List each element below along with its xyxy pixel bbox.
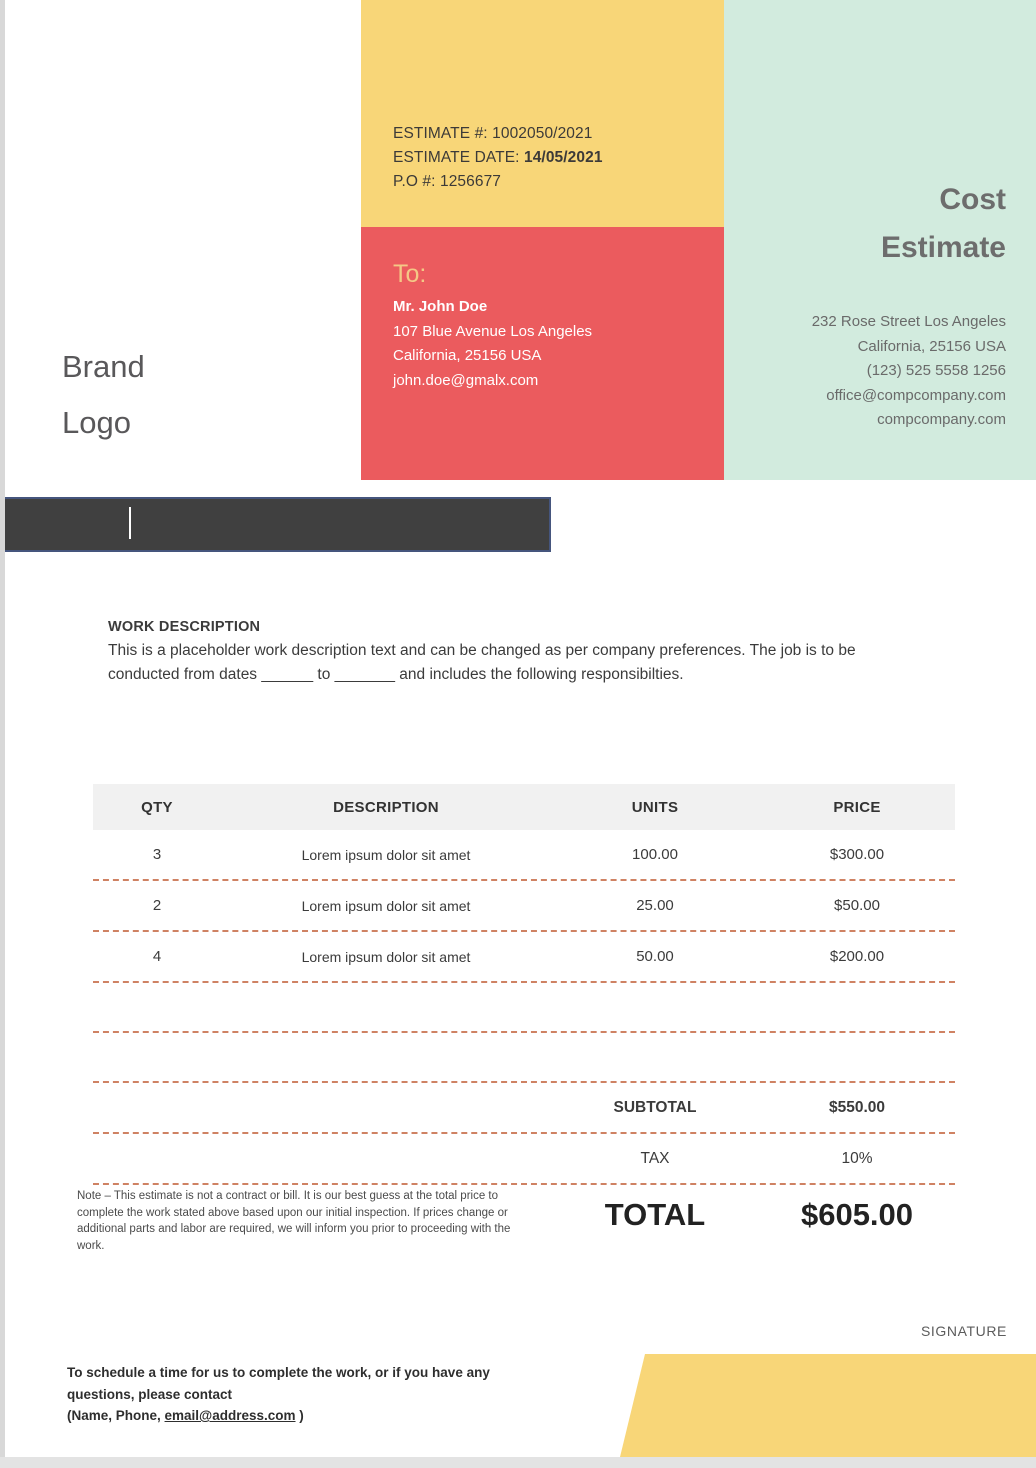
footer-contact-suffix: )	[295, 1408, 304, 1423]
po-number-label: P.O #:	[393, 173, 436, 190]
total-label: TOTAL	[604, 1197, 706, 1232]
estimate-number-value: 1002050/2021	[492, 125, 593, 142]
estimate-date-value: 14/05/2021	[523, 149, 603, 166]
cell-qty: 3	[152, 846, 162, 863]
work-description-body	[108, 639, 938, 687]
table-row[interactable]	[93, 932, 955, 983]
column-header-description: DESCRIPTION	[333, 798, 439, 816]
company-address-line1: 232 Rose Street Los Angeles	[811, 313, 1006, 330]
tax-value: 10%	[841, 1149, 873, 1167]
bill-to-details	[393, 295, 713, 393]
subtotal-label: SUBTOTAL	[613, 1098, 697, 1116]
po-number-value: 1256677	[439, 173, 502, 190]
company-website: compcompany.com	[877, 411, 1006, 428]
table-row-empty[interactable]	[93, 1033, 955, 1083]
estimate-note: Note – This estimate is not a contract or bill. It is our best guess at the total price to complete the work stated above based upon our initial inspection. If prices change or additional parts and labor are required, we will inform you prior to proceeding with the work.	[77, 1190, 511, 1252]
brand-logo-line1: Brand	[62, 349, 145, 384]
footer-email-link[interactable]: email@address.com	[164, 1408, 296, 1423]
company-phone: (123) 525 5558 1256	[866, 362, 1006, 379]
work-description-line2: conducted from dates ______ to _______ and includes the following responsibilties.	[108, 666, 684, 683]
table-row[interactable]	[93, 881, 955, 932]
work-description-heading: WORK DESCRIPTION	[108, 619, 261, 635]
po-number-line	[393, 170, 713, 194]
work-description-section	[108, 616, 938, 687]
cell-description: Lorem ipsum dolor sit amet	[301, 897, 471, 914]
column-header-units: UNITS	[631, 798, 679, 816]
cell-units: 50.00	[636, 948, 674, 965]
table-header-row	[93, 784, 955, 830]
table-row-empty[interactable]	[93, 983, 955, 1033]
bill-to-block	[393, 258, 713, 393]
estimate-number-line	[393, 122, 713, 146]
footer-line1: To schedule a time for us to complete the work, or if you have any	[67, 1365, 490, 1380]
bottom-edge-strip	[0, 1457, 1036, 1468]
cell-qty: 4	[152, 948, 162, 965]
bill-to-email: john.doe@gmalx.com	[393, 371, 539, 389]
estimate-number-label: ESTIMATE #:	[393, 125, 488, 142]
cell-description: Lorem ipsum dolor sit amet	[301, 948, 471, 965]
cell-price: $200.00	[829, 948, 885, 965]
selected-text-bar[interactable]	[5, 497, 551, 552]
cell-units: 100.00	[632, 846, 678, 863]
footer-line2: questions, please contact	[67, 1386, 233, 1402]
page-title	[746, 176, 1006, 272]
footer-contact-prefix: (Name, Phone,	[67, 1408, 165, 1423]
bill-to-label: To:	[393, 260, 427, 288]
cell-qty: 2	[152, 897, 162, 914]
signature-label: SIGNATURE	[920, 1323, 1007, 1339]
bill-to-address-line2: California, 25156 USA	[393, 347, 542, 364]
total-value: $605.00	[800, 1197, 914, 1232]
estimate-date-label: ESTIMATE DATE:	[393, 149, 520, 166]
cell-units: 25.00	[636, 897, 674, 914]
brand-logo-line2: Logo	[62, 405, 131, 440]
cell-price: $50.00	[834, 897, 880, 914]
estimate-date-line	[393, 146, 713, 170]
footer-yellow-shape	[600, 1354, 1036, 1457]
cell-price: $300.00	[829, 846, 885, 863]
table-row[interactable]	[93, 830, 955, 881]
subtotal-value: $550.00	[828, 1098, 886, 1116]
work-description-line1: This is a placeholder work description text and can be changed as per company preferences. The job is to be	[108, 642, 856, 659]
company-email: office@compcompany.com	[826, 386, 1006, 404]
tax-label: TAX	[640, 1149, 670, 1167]
bill-to-address-line1: 107 Blue Avenue Los Angeles	[393, 322, 593, 340]
left-edge-strip	[0, 0, 5, 1468]
column-header-price: PRICE	[833, 798, 881, 816]
text-cursor-caret	[129, 507, 131, 539]
company-details-block	[734, 310, 1006, 433]
footer-contact-block	[67, 1362, 537, 1427]
cell-description: Lorem ipsum dolor sit amet	[301, 846, 471, 863]
subtotal-row	[93, 1083, 955, 1134]
page-title-line1: Cost	[939, 183, 1006, 216]
column-header-qty: QTY	[141, 798, 173, 816]
estimate-meta-block	[393, 122, 713, 194]
brand-logo	[62, 339, 322, 451]
company-address-line2: California, 25156 USA	[857, 337, 1006, 355]
tax-row	[93, 1134, 955, 1185]
bill-to-recipient: Mr. John Doe	[393, 298, 488, 315]
footer-line3	[67, 1405, 537, 1427]
line-items-table	[93, 784, 955, 1245]
page-title-line2: Estimate	[880, 231, 1006, 264]
